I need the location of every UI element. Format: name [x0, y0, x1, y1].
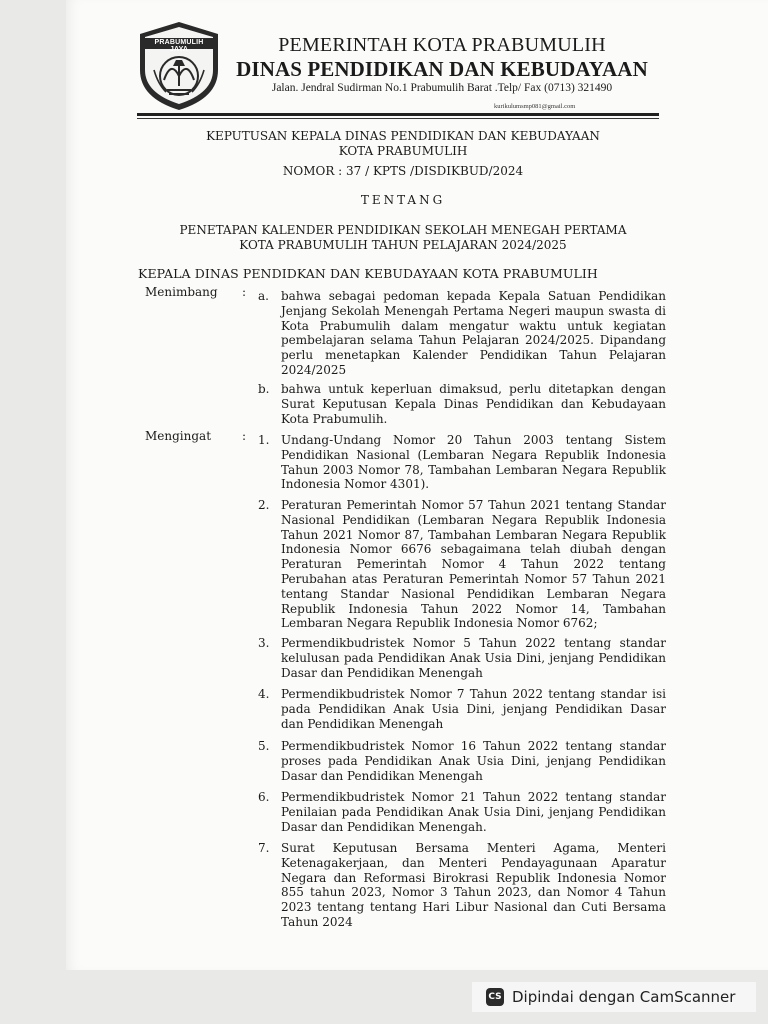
- item-text: Permendikbudristek Nomor 21 Tahun 2022 tentang standar Penilaian pada Pendidikan Anak Usia Dini, jenjang Pendidikan Dasar dan Pendidikan Menengah.: [281, 790, 666, 834]
- decree-title-line2: KOTA PRABUMULIH: [338, 144, 468, 158]
- mengingat-item: [258, 790, 666, 834]
- menimbang-item: [258, 289, 666, 378]
- mengingat-item: [258, 636, 666, 680]
- camscanner-text: Dipindai dengan CamScanner: [512, 988, 736, 1006]
- mengingat-colon: :: [242, 429, 247, 443]
- item-number: 5.: [258, 739, 270, 753]
- menimbang-label: Menimbang: [145, 285, 218, 299]
- item-number: 2.: [258, 498, 270, 512]
- mengingat-item: [258, 433, 666, 492]
- item-text: bahwa untuk keperluan dimaksud, perlu ditetapkan dengan Surat Keputusan Kepala Dinas Pendidikan dan Kebudayaan Kota Prabumulih.: [281, 382, 666, 426]
- item-text: Permendikbudristek Nomor 16 Tahun 2022 tentang standar proses pada Pendidikan Anak Usia Dini, jenjang Pendidikan Dasar dan Pendidikan Menengah: [281, 739, 666, 783]
- item-text: Surat Keputusan Bersama Menteri Agama, Menteri Ketenagakerjaan, dan Menteri Pendayagunaan Aparatur Negara dan Reformasi Birokrasi Republik Indonesia Nomor 855 tahun 2023, Nomor 3 Tahun 2023, dan Nomor 4 Tahun 2023 tentang tentang Hari Libur Nasional dan Cuti Bersama Tahun 2024: [281, 841, 666, 929]
- mengingat-item: [258, 687, 666, 731]
- item-number: 3.: [258, 636, 270, 650]
- issuer-heading: KEPALA DINAS PENDIDKAN DAN KEBUDAYAAN KOTA PRABUMULIH: [138, 266, 598, 281]
- letterhead-address: Jalan. Jendral Sudirman No.1 Prabumulih Barat .Telp/ Fax (0713) 321490: [271, 82, 613, 94]
- item-number: 4.: [258, 687, 270, 701]
- mengingat-label: Mengingat: [145, 429, 212, 443]
- letterhead-agency: DINAS PENDIDIKAN DAN KEBUDAYAAN: [236, 57, 648, 81]
- item-text: Peraturan Pemerintah Nomor 57 Tahun 2021 tentang Standar Nasional Pendidikan (Lembaran Negara Republik Indonesia Tahun 2021 Nomor 87, Tambahan Lembaran Negara Republik Indonesia Nomor 6676 sebagaimana telah diubah dengan Peraturan Pemerintah Nomor 4 Tahun 2022 tentang Perubahan atas Peraturan Pemerintah Nomor 57 Tahun 2021 tentang Standar Nasional Pendidikan Lembaran Negara Republik Indonesia Tahun 2022 Nomor 14, Tambahan Lembaran Negara Republik Indonesia Nomor 6762;: [281, 498, 666, 631]
- mengingat-item: [258, 498, 666, 631]
- decree-subject-line2: KOTA PRABUMULIH TAHUN PELAJARAN 2024/2025: [239, 238, 567, 252]
- item-number: 7.: [258, 841, 270, 855]
- menimbang-colon: :: [242, 285, 247, 299]
- item-number: a.: [258, 289, 269, 303]
- letterhead-divider-thin: [137, 118, 659, 119]
- mengingat-item: [258, 739, 666, 783]
- item-text: Permendikbudristek Nomor 5 Tahun 2022 tentang standar kelulusan pada Pendidikan Anak Usia Dini, jenjang Pendidikan Dasar dan Pendidikan Menengah: [281, 636, 666, 680]
- prabumulih-emblem-logo: [138, 20, 220, 112]
- letterhead-email: kurikulumsmp081@gmail.com: [494, 103, 576, 110]
- mengingat-item: [258, 841, 666, 930]
- letterhead-government: PEMERINTAH KOTA PRABUMULIH: [278, 34, 606, 56]
- camscanner-watermark: [472, 982, 756, 1012]
- item-text: Permendikbudristek Nomor 7 Tahun 2022 tentang standar isi pada Pendidikan Anak Usia Dini, jenjang Pendidikan Dasar dan Pendidikan Menengah: [281, 687, 666, 731]
- logo-banner-text: PRABUMULIH JAYA: [154, 39, 204, 53]
- camscanner-icon: CS: [486, 988, 504, 1006]
- decree-tentang: TENTANG: [360, 193, 446, 207]
- decree-number: NOMOR : 37 / KPTS /DISDIKBUD/2024: [282, 164, 524, 178]
- menimbang-item: [258, 382, 666, 426]
- item-number: b.: [258, 382, 270, 396]
- decree-title-line1: KEPUTUSAN KEPALA DINAS PENDIDIKAN DAN KEBUDAYAAN: [206, 129, 600, 143]
- decree-subject-line1: PENETAPAN KALENDER PENDIDIKAN SEKOLAH MENEGAH PERTAMA: [179, 223, 627, 237]
- item-text: bahwa sebagai pedoman kepada Kepala Satuan Pendidikan Jenjang Sekolah Menengah Pertama Negeri maupun swasta di Kota Prabumulih dalam mengatur waktu untuk kegiatan pembelajaran selama Tahun Pelajaran 2024/2025. Dipandang perlu menetapkan Kalender Pendidikan Tahun Pelajaran 2024/2025: [281, 289, 666, 377]
- item-text: Undang-Undang Nomor 20 Tahun 2003 tentang Sistem Pendidikan Nasional (Lembaran Negara Republik Indonesia Tahun 2003 Nomor 78, Tambahan Lembaran Negara Republik Indonesia Nomor 4301).: [281, 433, 666, 492]
- item-number: 6.: [258, 790, 270, 804]
- letterhead-divider-thick: [137, 113, 659, 116]
- item-number: 1.: [258, 433, 270, 447]
